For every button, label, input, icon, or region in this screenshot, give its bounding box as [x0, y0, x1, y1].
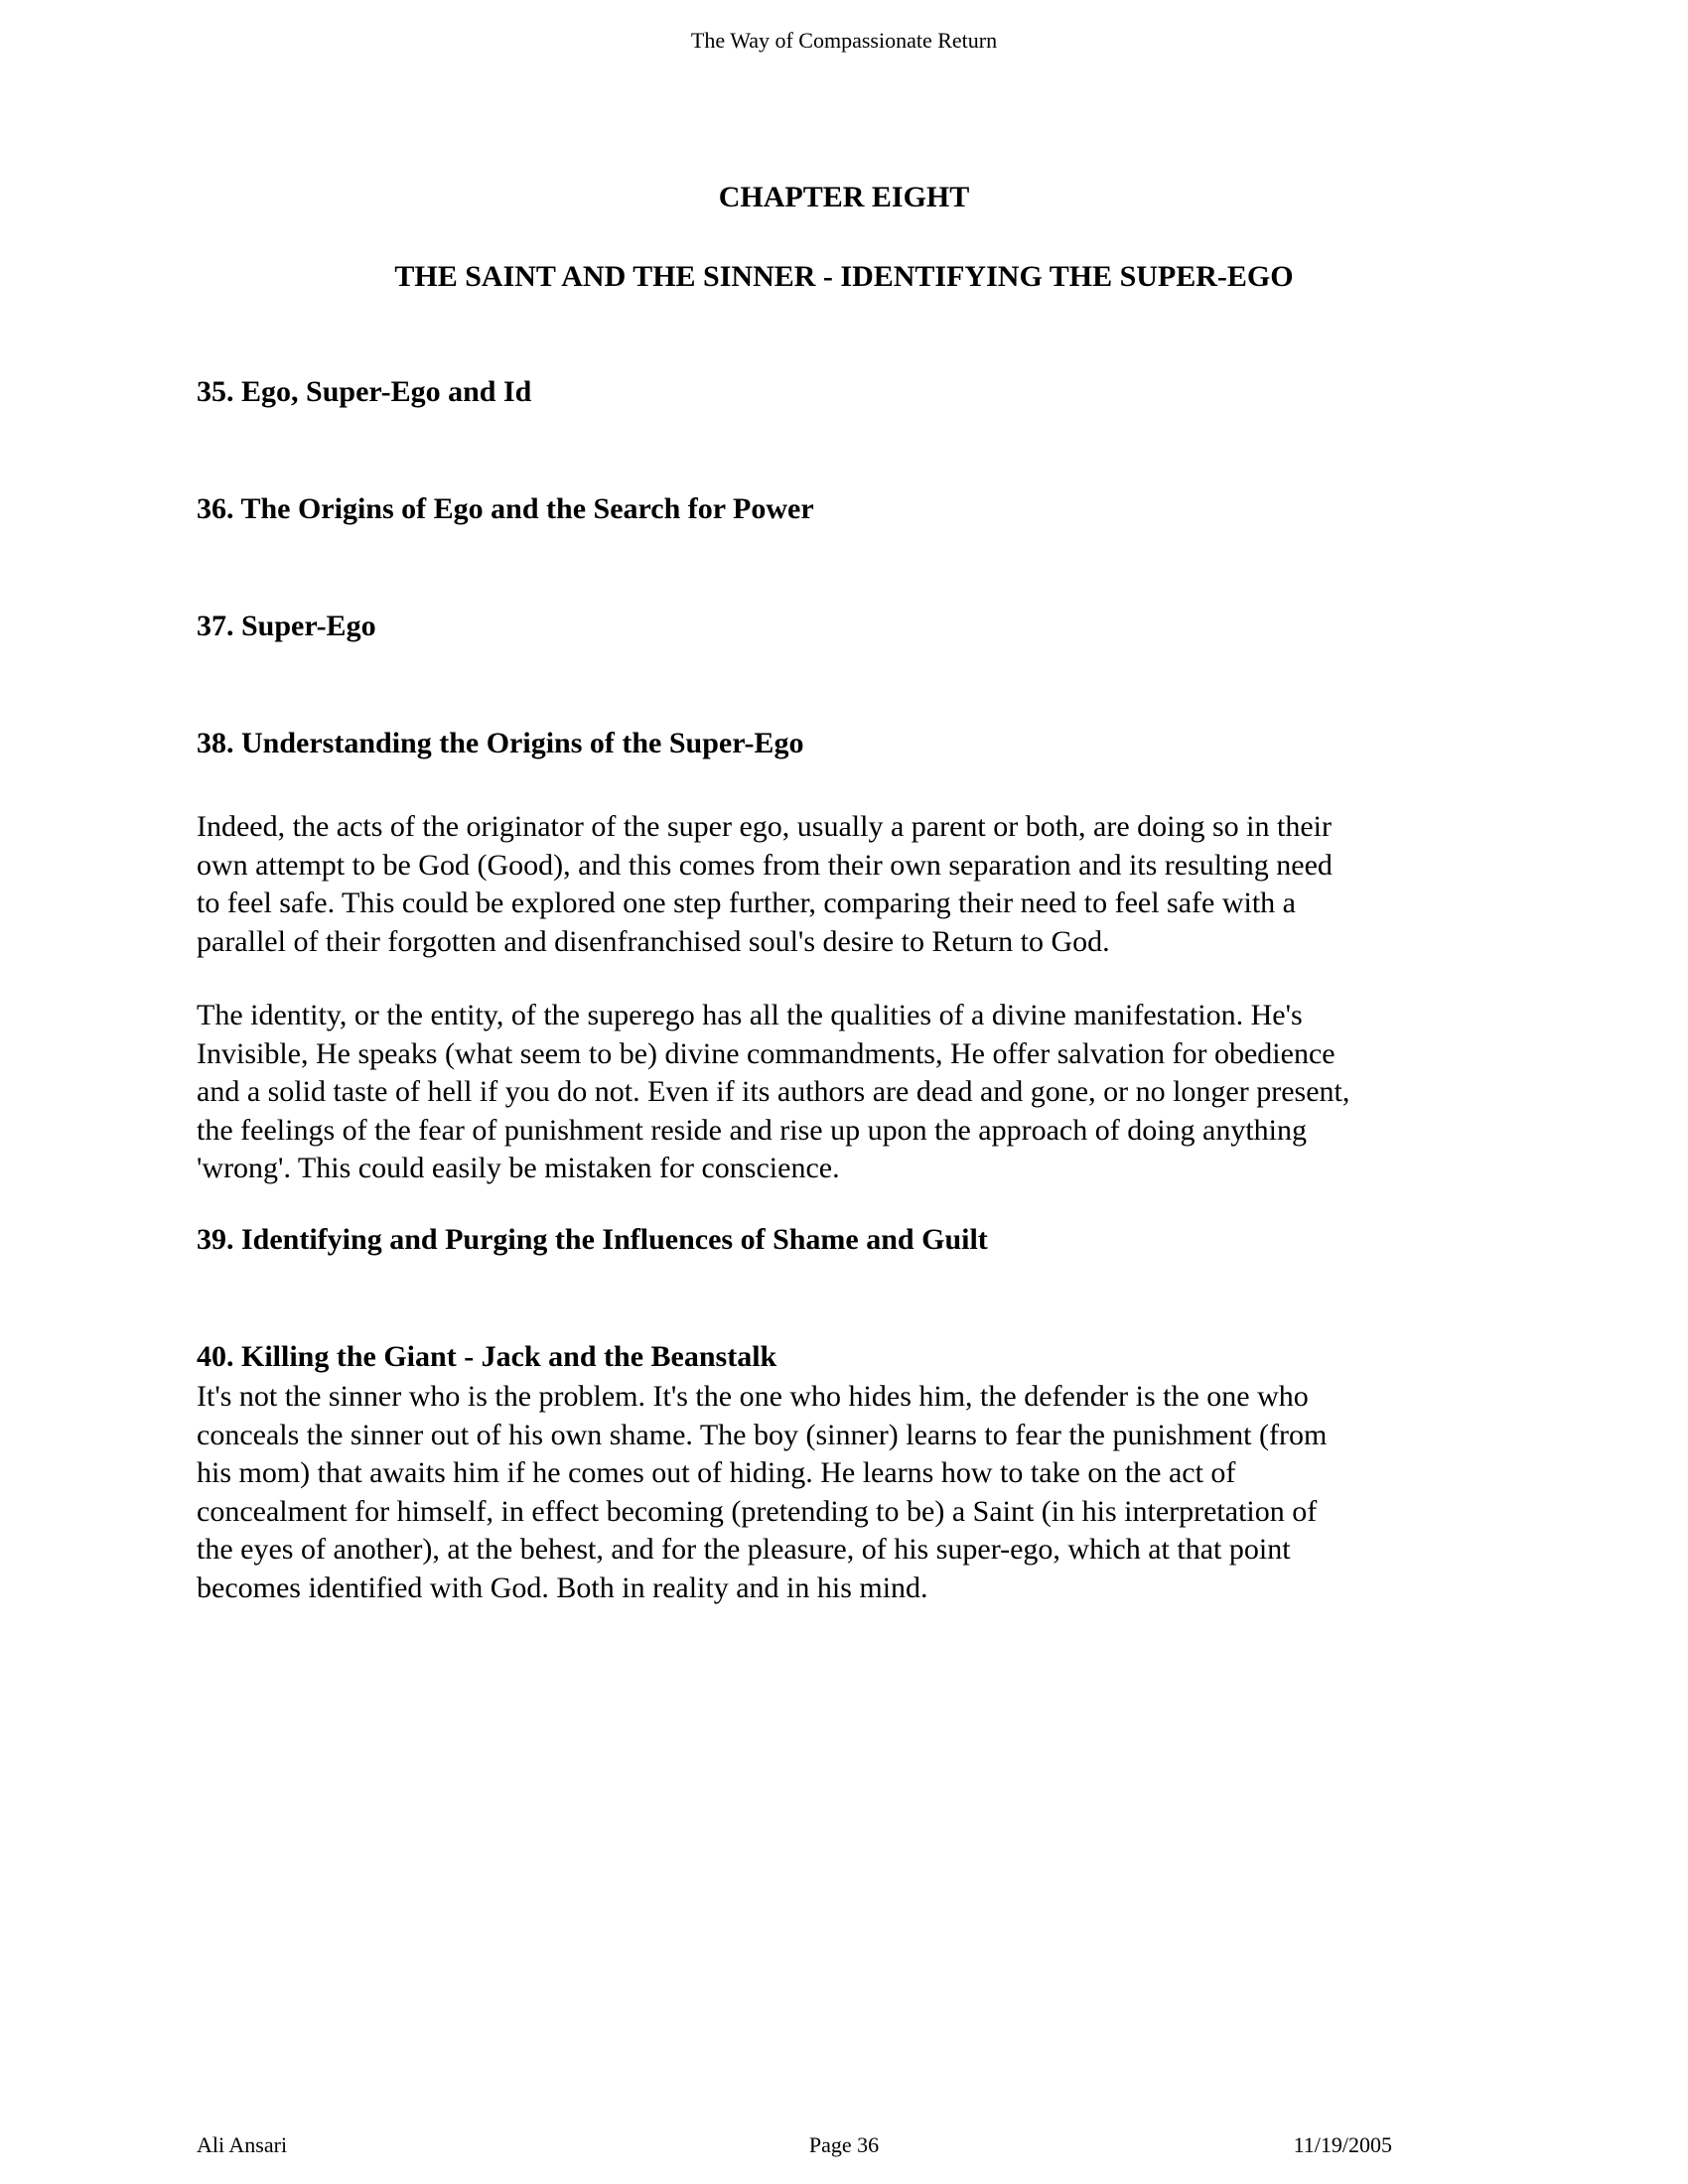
paragraph-line: the eyes of another), at the behest, and for the pleasure, of his super-ego, which at that point	[197, 1533, 1291, 1566]
section-heading-39: 39. Identifying and Purging the Influences of Shame and Guilt	[197, 1223, 988, 1256]
section-heading-37: 37. Super-Ego	[197, 610, 376, 642]
paragraph-line: Invisible, He speaks (what seem to be) divine commandments, He offer salvation for obedience	[197, 1036, 1336, 1070]
paragraph-line: his mom) that awaits him if he comes out of hiding. He learns how to take on the act of	[197, 1456, 1236, 1489]
footer-author: Ali Ansari	[197, 2132, 288, 2157]
paragraph-line: The identity, or the entity, of the superego has all the qualities of a divine manifestation. He's	[197, 999, 1303, 1031]
footer-date: 11/19/2005	[1293, 2132, 1392, 2157]
footer-page-number: Page 36	[808, 2132, 880, 2157]
paragraph-line: parallel of their forgotten and disenfranchised soul's desire to Return to God.	[197, 924, 1110, 958]
section-heading-40: 40. Killing the Giant - Jack and the Beanstalk	[197, 1340, 777, 1373]
paragraph-line: the feelings of the fear of punishment reside and rise up upon the approach of doing anything	[197, 1113, 1308, 1147]
paragraph-line: to feel safe. This could be explored one step further, comparing their need to feel safe with a	[197, 887, 1296, 919]
paragraph-line: and a solid taste of hell if you do not. Even if its authors are dead and gone, or no longer present,	[197, 1075, 1350, 1108]
paragraph-line: own attempt to be God (Good), and this comes from their own separation and its resulting need	[197, 848, 1333, 882]
paragraph-line: 'wrong'. This could easily be mistaken for conscience.	[197, 1152, 840, 1184]
paragraph-superego-identity	[197, 997, 1487, 1188]
paragraph-super-ego-origins	[197, 808, 1487, 961]
paragraph-line: It's not the sinner who is the problem. It's the one who hides him, the defender is the one who	[197, 1380, 1309, 1413]
section-heading-35: 35. Ego, Super-Ego and Id	[197, 375, 532, 408]
section-heading-36: 36. The Origins of Ego and the Search for Power	[197, 492, 814, 525]
chapter-subtitle: THE SAINT AND THE SINNER - IDENTIFYING THE SUPER-EGO	[394, 260, 1294, 293]
running-header: The Way of Compassionate Return	[690, 28, 998, 53]
paragraph-line: Indeed, the acts of the originator of the super ego, usually a parent or both, are doing so in their	[197, 810, 1332, 843]
chapter-title: CHAPTER EIGHT	[718, 181, 970, 213]
paragraph-line: becomes identified with God. Both in reality and in his mind.	[197, 1570, 928, 1604]
paragraph-killing-the-giant	[197, 1378, 1487, 1607]
section-heading-38: 38. Understanding the Origins of the Super-Ego	[197, 727, 804, 759]
paragraph-line: concealment for himself, in effect becoming (pretending to be) a Saint (in his interpretation of	[197, 1494, 1318, 1528]
paragraph-line: conceals the sinner out of his own shame. The boy (sinner) learns to fear the punishment (from	[197, 1418, 1328, 1451]
